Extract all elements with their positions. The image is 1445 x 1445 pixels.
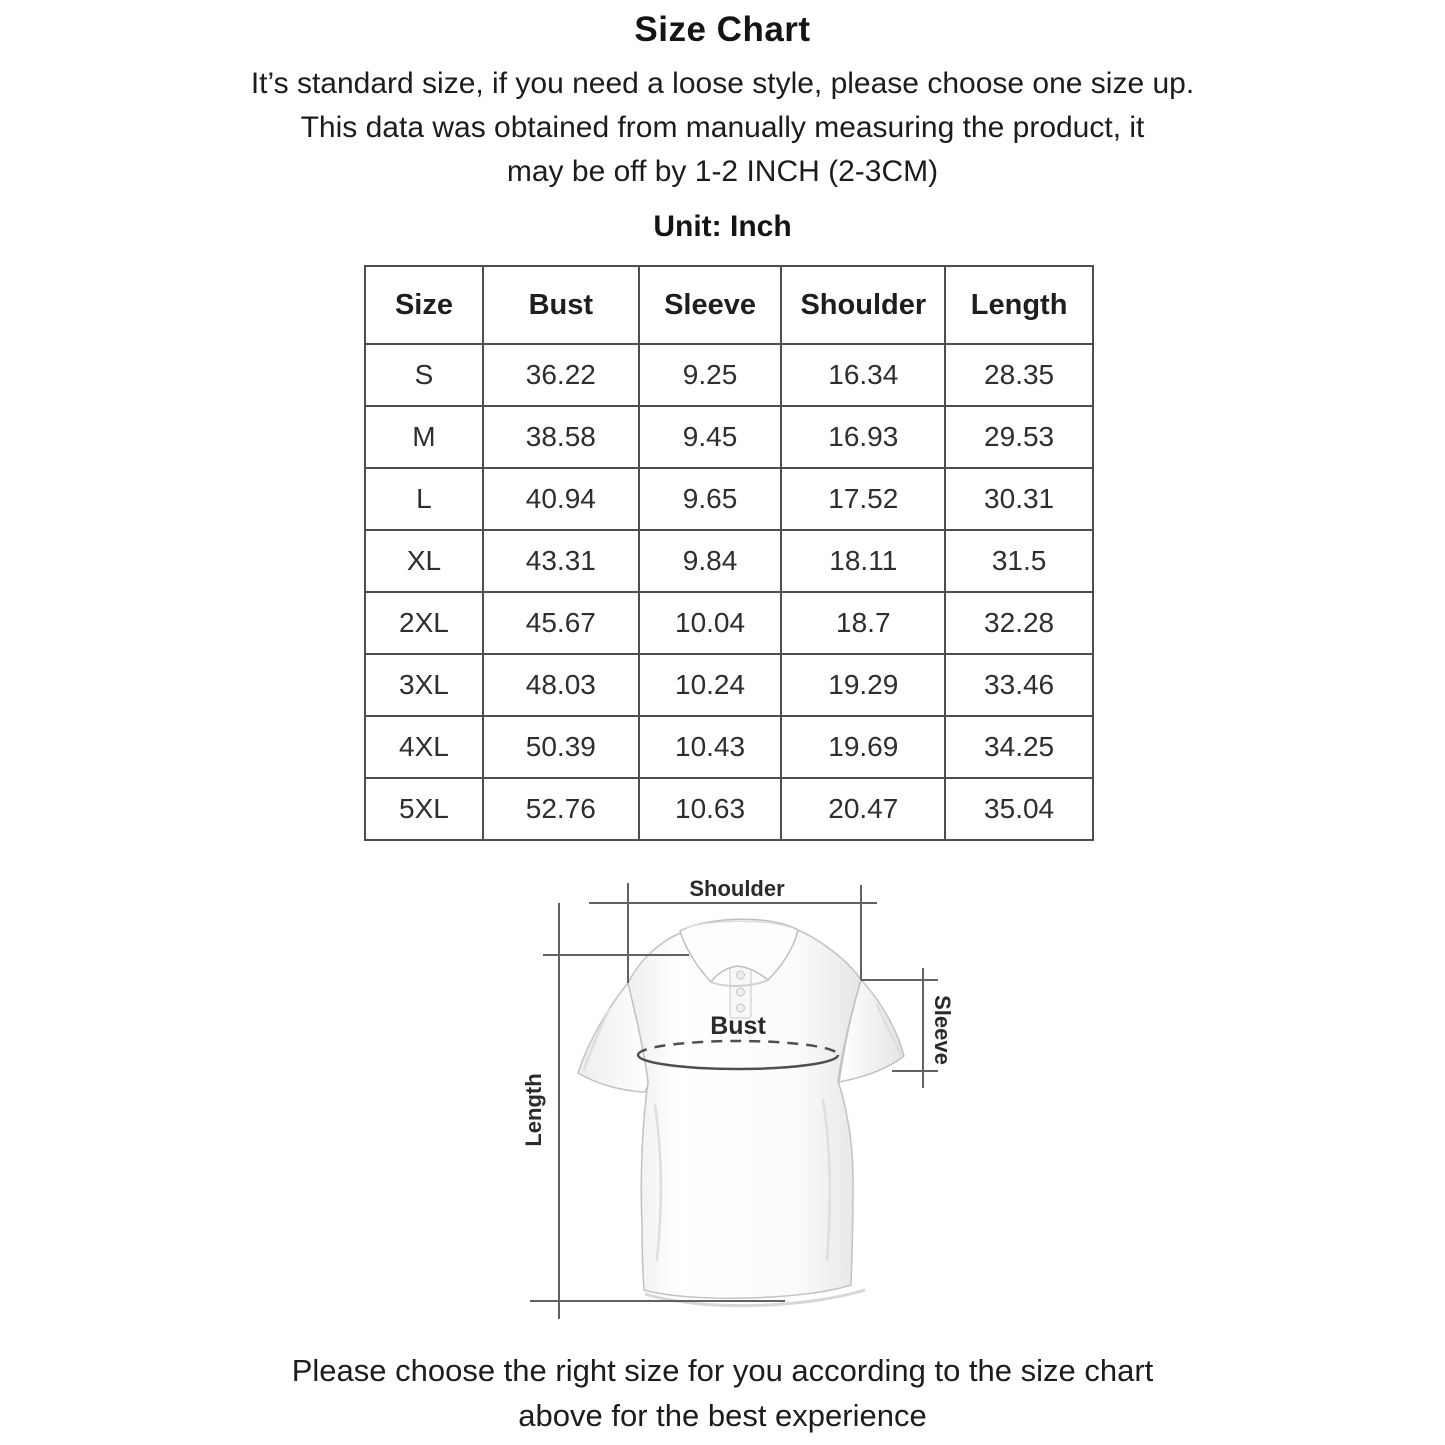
size-cell: XL <box>365 530 483 592</box>
size-cell: M <box>365 406 483 468</box>
value-cell: 38.58 <box>483 406 639 468</box>
button <box>737 988 745 996</box>
column-header-sleeve: Sleeve <box>639 266 782 344</box>
description-line-3: may be off by 1-2 INCH (2-3CM) <box>506 155 939 188</box>
value-cell: 43.31 <box>483 530 639 592</box>
size-cell: 4XL <box>365 716 483 778</box>
value-cell: 19.29 <box>781 654 945 716</box>
size-cell: 5XL <box>365 778 483 840</box>
polo-shirt-illustration <box>505 870 975 1340</box>
column-header-shoulder: Shoulder <box>781 266 945 344</box>
value-cell: 18.7 <box>781 592 945 654</box>
value-cell: 20.47 <box>781 778 945 840</box>
size-table-header-row <box>365 266 1093 344</box>
value-cell: 30.31 <box>945 468 1093 530</box>
value-cell: 18.11 <box>781 530 945 592</box>
value-cell: 10.63 <box>639 778 782 840</box>
button <box>737 1004 745 1012</box>
value-cell: 34.25 <box>945 716 1093 778</box>
table-row <box>365 592 1093 654</box>
column-header-size: Size <box>365 266 483 344</box>
size-table-body <box>365 344 1093 840</box>
value-cell: 40.94 <box>483 468 639 530</box>
shoulder-label: Shoulder <box>689 876 785 901</box>
value-cell: 36.22 <box>483 344 639 406</box>
size-cell: S <box>365 344 483 406</box>
table-row <box>365 530 1093 592</box>
value-cell: 9.84 <box>639 530 782 592</box>
footer-line-2: above for the best experience <box>518 1398 927 1433</box>
value-cell: 9.25 <box>639 344 782 406</box>
length-label: Length <box>521 1073 546 1147</box>
size-cell: 3XL <box>365 654 483 716</box>
size-cell: L <box>365 468 483 530</box>
bust-label: Bust <box>710 1012 766 1040</box>
value-cell: 16.93 <box>781 406 945 468</box>
footer-note <box>0 1348 1445 1438</box>
value-cell: 29.53 <box>945 406 1093 468</box>
value-cell: 45.67 <box>483 592 639 654</box>
description-line-2: This data was obtained from manually measuring the product, it <box>300 111 1145 144</box>
sleeve-label: Sleeve <box>930 995 955 1065</box>
column-header-length: Length <box>945 266 1093 344</box>
button <box>737 971 745 979</box>
value-cell: 10.24 <box>639 654 782 716</box>
value-cell: 50.39 <box>483 716 639 778</box>
table-row <box>365 468 1093 530</box>
value-cell: 10.04 <box>639 592 782 654</box>
page-title: Size Chart <box>634 10 811 49</box>
table-row <box>365 778 1093 840</box>
description <box>0 62 1445 194</box>
table-row <box>365 406 1093 468</box>
column-header-bust: Bust <box>483 266 639 344</box>
table-row <box>365 716 1093 778</box>
value-cell: 10.43 <box>639 716 782 778</box>
value-cell: 52.76 <box>483 778 639 840</box>
value-cell: 9.65 <box>639 468 782 530</box>
value-cell: 33.46 <box>945 654 1093 716</box>
table-row <box>365 344 1093 406</box>
description-line-1: It’s standard size, if you need a loose style, please choose one size up. <box>250 67 1195 100</box>
value-cell: 32.28 <box>945 592 1093 654</box>
value-cell: 48.03 <box>483 654 639 716</box>
footer-line-1: Please choose the right size for you according to the size chart <box>291 1353 1154 1388</box>
value-cell: 9.45 <box>639 406 782 468</box>
size-cell: 2XL <box>365 592 483 654</box>
value-cell: 19.69 <box>781 716 945 778</box>
value-cell: 35.04 <box>945 778 1093 840</box>
value-cell: 17.52 <box>781 468 945 530</box>
value-cell: 16.34 <box>781 344 945 406</box>
unit-label: Unit: Inch <box>653 210 792 243</box>
table-row <box>365 654 1093 716</box>
value-cell: 31.5 <box>945 530 1093 592</box>
shirt-body <box>578 919 904 1305</box>
value-cell: 28.35 <box>945 344 1093 406</box>
shirt-measurement-diagram <box>505 870 975 1340</box>
size-table <box>364 265 1094 841</box>
